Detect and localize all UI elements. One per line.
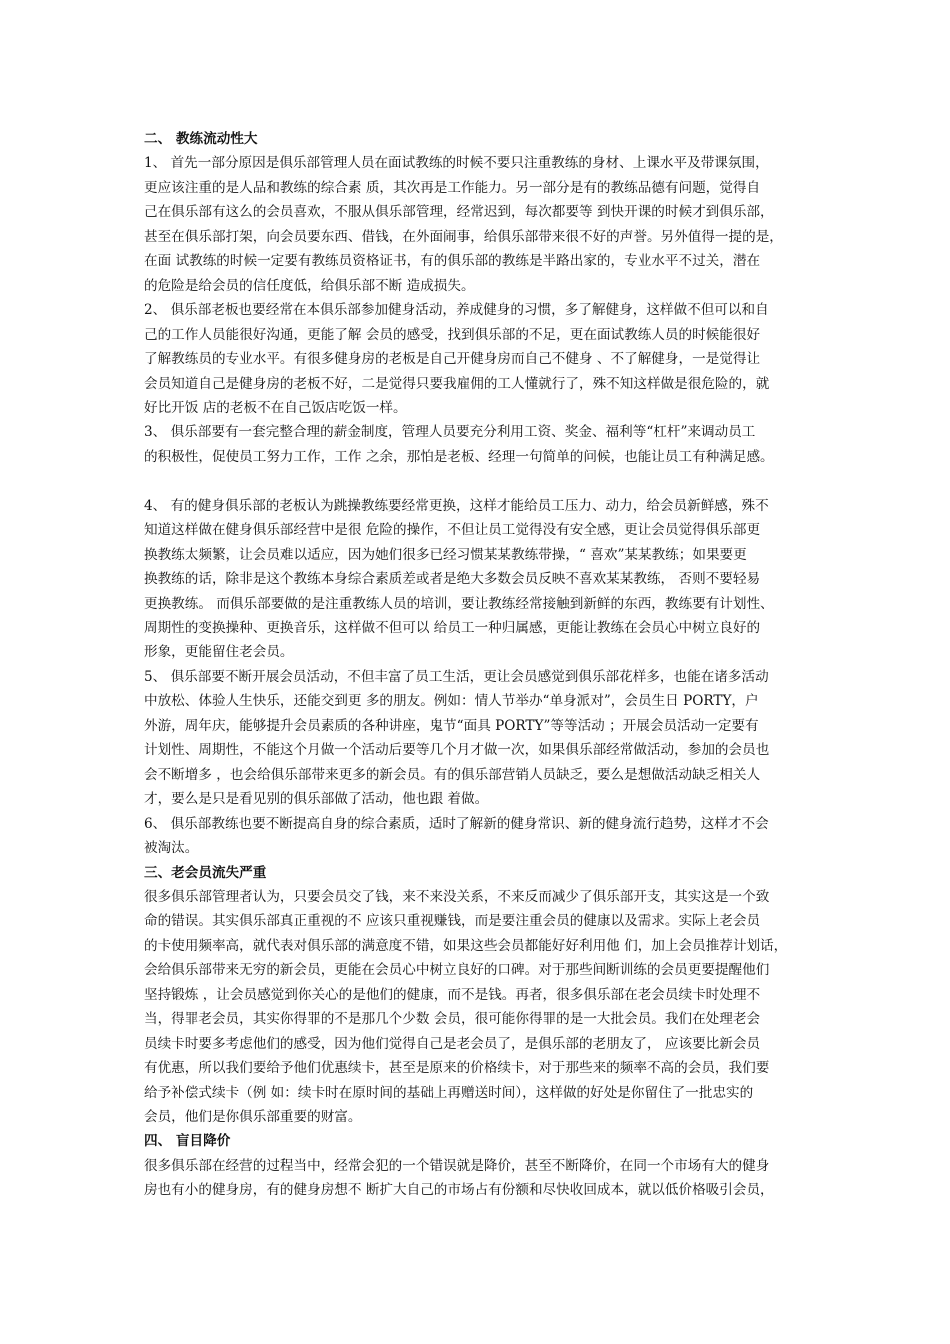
text-line: 外游，周年庆，能够提升会员素质的各种讲座，鬼节“面具 PORTY”等等活动 ；开展会员活动一定要有	[144, 717, 759, 734]
text-line: 中放松、体验人生快乐，还能交到更 多的朋友。例如：情人节举办“单身派对”，会员生日 PORTY，户	[144, 693, 759, 710]
text-line: 的危险是给会员的信任度低，给俱乐部不断 造成损失。	[144, 277, 475, 294]
text-line: 才，要么是只是看见别的俱乐部做了活动，他也跟 着做。	[144, 791, 489, 808]
text-line: 很多俱乐部在经营的过程当中，经常会犯的一个错误就是降价，甚至不断降价，在同一个市场有大的健身	[144, 1157, 770, 1174]
text-line: 4、 有的健身俱乐部的老板认为跳操教练要经常更换，这样才能给员工压力、动力，给会员新鲜感，殊不	[144, 497, 769, 514]
text-line: 当，得罪老会员，其实你得罪的不是那几个少数 会员，很可能你得罪的是一大批会员。我们在处理老会	[144, 1011, 761, 1028]
text-line: 命的错误。其实俱乐部真正重视的不 应该只重视赚钱，而是要注重会员的健康以及需求。实际上老会员	[144, 913, 761, 930]
text-line: 甚至在俱乐部打架，向会员要东西、借钱，在外面闹事，给俱乐部带来很不好的声誉。另外值得一提的是，	[144, 228, 783, 245]
text-line: 更换教练。 而俱乐部要做的是注重教练人员的培训，要让教练经常接触到新鲜的东西，教练要有计划性、	[144, 595, 774, 612]
text-line: 1、 首先一部分原因是俱乐部管理人员在面试教练的时候不要只注重教练的身材、上课水平及带课氛围，	[144, 155, 769, 172]
text-line: 换教练太频繁，让会员难以适应，因为她们很多已经习惯某某教练带操，“ 喜欢”某某教练；如果要更	[144, 546, 747, 563]
text-line: 会不断增多 ，也会给俱乐部带来更多的新会员。有的俱乐部营销人员缺乏，要么是想做活动缺乏相关人	[144, 766, 761, 783]
text-line: 知道这样做在健身俱乐部经营中是很 危险的操作，不但让员工觉得没有安全感，更让会员觉得俱乐部更	[144, 522, 761, 539]
text-line: 3、 俱乐部要有一套完整合理的薪金制度，管理人员要充分利用工资、奖金、福利等“杠杆”来调动员工	[144, 424, 756, 441]
text-line: 形象，更能留住老会员。	[144, 644, 294, 661]
text-line: 5、 俱乐部要不断开展会员活动，不但丰富了员工生活，更让会员感觉到俱乐部花样多，也能在诸多活动	[144, 668, 769, 685]
text-line: 周期性的变换操种、更换音乐，这样做不但可以 给员工一种归属感，更能让教练在会员心中树立良好的	[144, 620, 761, 636]
text-line: 2、 俱乐部老板也要经常在本俱乐部参加健身活动，养成健身的习惯，多了解健身，这样做不但可以和自	[144, 302, 769, 319]
text-line: 会员知道自己是健身房的老板不好，二是觉得只要我雇佣的工人懂就行了，殊不知这样做是很危险的，就	[144, 375, 770, 392]
text-line: 在面 试教练的时候一定要有教练员资格证书，有的俱乐部的教练是半路出家的，专业水平不过关，潜在	[144, 253, 761, 270]
text-line: 的积极性，促使员工努力工作，工作 之余，那怕是老板、经理一句简单的问候，也能让员工有种满足感。	[144, 448, 774, 465]
text-line: 换教练的话，除非是这个教练本身综合素质差或者是绝大多数会员反映不喜欢某某教练， 否则不要轻易	[144, 571, 761, 588]
text-line: 会给俱乐部带来无穷的新会员，更能在会员心中树立良好的口碑。对于那些间断训练的会员更要提醒他们	[144, 962, 770, 979]
text-line: 了解教练员的专业水平。有很多健身房的老板是自己开健身房而自己不健身 、不了解健身，一是觉得让	[144, 351, 761, 368]
section-heading: 二、 教练流动性大	[144, 131, 258, 147]
text-line: 己在俱乐部有这么的会员喜欢，不服从俱乐部管理，经常迟到，每次都要等 到快开课的时候才到俱乐部，	[144, 204, 774, 221]
section-heading: 三、老会员流失严重	[144, 864, 267, 881]
text-line: 更应该注重的是人品和教练的综合素 质，其次再是工作能力。另一部分是有的教练品德有问题，觉得自	[144, 179, 761, 196]
text-line: 计划性、周期性，不能这个月做一个活动后要等几个月才做一次，如果俱乐部经常做活动，参加的会员也	[144, 742, 770, 759]
text-line: 有优惠，所以我们要给予他们优惠续卡，甚至是原来的价格续卡，对于那些来的频率不高的会员，我们要	[144, 1060, 770, 1077]
text-line: 坚持锻炼 ，让会员感觉到你关心的是他们的健康，而不是钱。再者，很多俱乐部在老会员续卡时处理不	[144, 986, 761, 1003]
text-line: 的卡使用频率高，就代表对俱乐部的满意度不错，如果这些会员都能好好利用他 们，加上会员推荐计划话，	[144, 937, 788, 954]
text-line: 己的工作人员能很好沟通，更能了解 会员的感受，找到俱乐部的不足，更在面试教练人员的时候能很好	[144, 326, 761, 343]
text-line: 好比开饭 店的老板不在自己饭店吃饭一样。	[144, 399, 407, 416]
text-line: 很多俱乐部管理者认为，只要会员交了钱，来不来没关系，不来反而减少了俱乐部开支，其实这是一个致	[144, 888, 770, 905]
text-line: 会员，他们是你俱乐部重要的财富。	[144, 1109, 362, 1125]
section-heading: 四、 盲目降价	[144, 1133, 231, 1150]
text-line: 房也有小的健身房，有的健身房想不 断扩大自己的市场占有份额和尽快收回成本，就以低价格吸引会员，	[144, 1182, 774, 1199]
text-line: 6、 俱乐部教练也要不断提高自身的综合素质，适时了解新的健身常识、新的健身流行趋势，这样才不会	[144, 815, 769, 832]
text-line: 员续卡时要多考虑他们的感受，因为他们觉得自己是老会员了，是俱乐部的老朋友了， 应该要比新会员	[144, 1035, 761, 1052]
text-line: 被淘汰。	[144, 840, 199, 857]
text-line: 给予补偿式续卡（例 如：续卡时在原时间的基础上再赠送时间），这样做的好处是你留住了一批忠实的	[144, 1084, 754, 1101]
